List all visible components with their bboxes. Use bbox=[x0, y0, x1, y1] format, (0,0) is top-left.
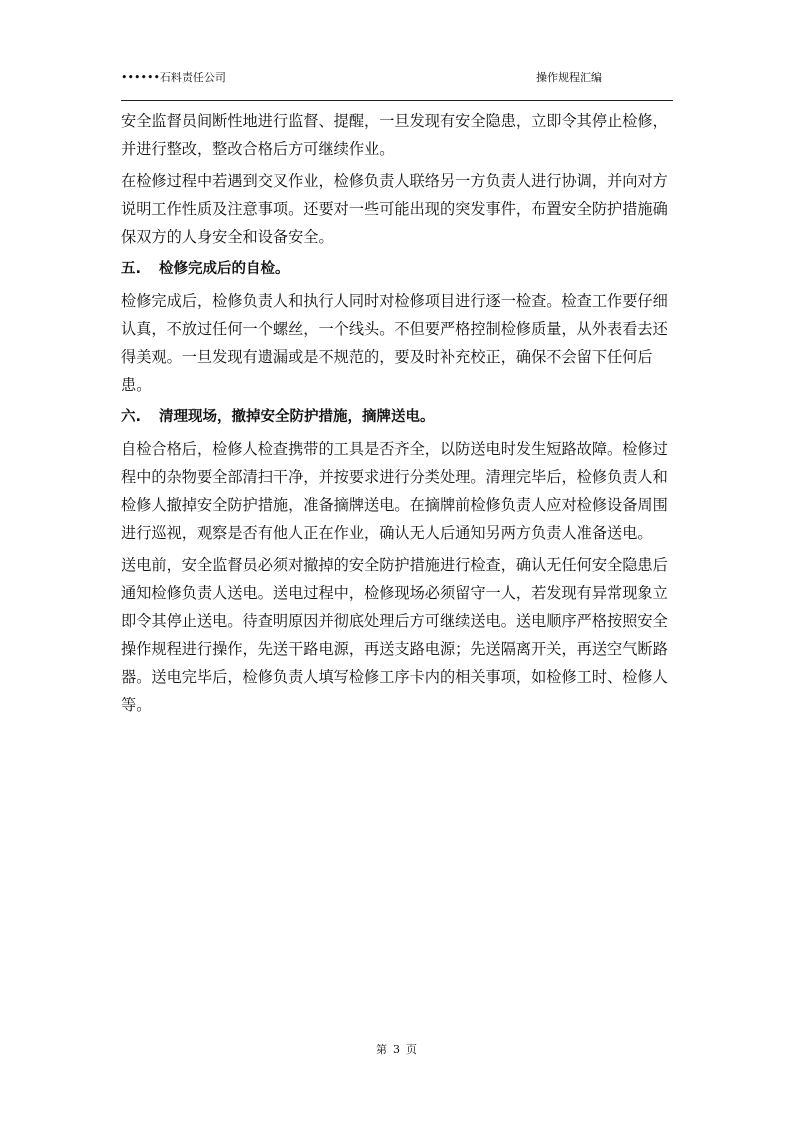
page-header bbox=[121, 70, 673, 101]
header-document-title: 操作规程汇编 bbox=[536, 71, 602, 84]
paragraph-cleanup: 自检合格后，检修人检查携带的工具是否齐全，以防送电时发生短路故障。检修过程中的杂物要全部清扫干净，并按要求进行分类处理。清理完毕后，检修负责人和检修人撤掉安全防护措施，准备摘牌送电。在摘牌前检修负责人应对检修设备周围进行巡视，观察是否有他人正在作业，确认无人后通知另两方负责人准备送电。 bbox=[121, 440, 668, 542]
section-number-5: 五. bbox=[121, 261, 142, 277]
section-heading-5 bbox=[121, 255, 681, 283]
document-body bbox=[121, 107, 681, 723]
footer-prefix: 第 bbox=[376, 1043, 387, 1056]
section-title-5: 检修完成后的自检。 bbox=[159, 261, 290, 277]
header-company-name: ••••••石料责任公司 bbox=[121, 71, 226, 84]
paragraph-supervision: 安全监督员间断性地进行监督、提醒，一旦发现有安全隐患，立即令其停止检修，并进行整改，整改合格后方可继续作业。 bbox=[121, 112, 668, 158]
footer-suffix: 页 bbox=[406, 1043, 417, 1056]
paragraph-power-restore: 送电前，安全监督员必须对撤掉的安全防护措施进行检查，确认无任何安全隐患后通知检修负责人送电。送电过程中，检修现场必须留守一人，若发现有异常现象立即令其停止送电。待查明原因并彻底处理后方可继续送电。送电顺序严格按照安全操作规程进行操作，先送干路电源，再送支路电源；先送隔离开关，再送空气断路器。送电完毕后，检修负责人填写检修工序卡内的相关事项，如检修工时、检修人等。 bbox=[121, 556, 668, 714]
page-number: 3 bbox=[393, 1043, 400, 1056]
section-number-6: 六. bbox=[121, 409, 142, 425]
paragraph-cross-operation: 在检修过程中若遇到交叉作业，检修负责人联络另一方负责人进行协调，并向对方说明工作性质及注意事项。还要对一些可能出现的突发事件，布置安全防护措施确保双方的人身安全和设备安全。 bbox=[121, 172, 668, 246]
paragraph-self-inspection: 检修完成后，检修负责人和执行人同时对检修项目进行逐一检查。检查工作要仔细认真，不放过任何一个螺丝，一个线头。不但要严格控制检修质量，从外表看去还得美观。一旦发现有遗漏或是不规范的，要及时补充校正，确保不会留下任何后患。 bbox=[121, 292, 668, 394]
section-title-6: 清理现场，撤掉安全防护措施，摘牌送电。 bbox=[159, 409, 435, 425]
page-footer bbox=[0, 1042, 793, 1058]
section-heading-6 bbox=[121, 403, 681, 431]
